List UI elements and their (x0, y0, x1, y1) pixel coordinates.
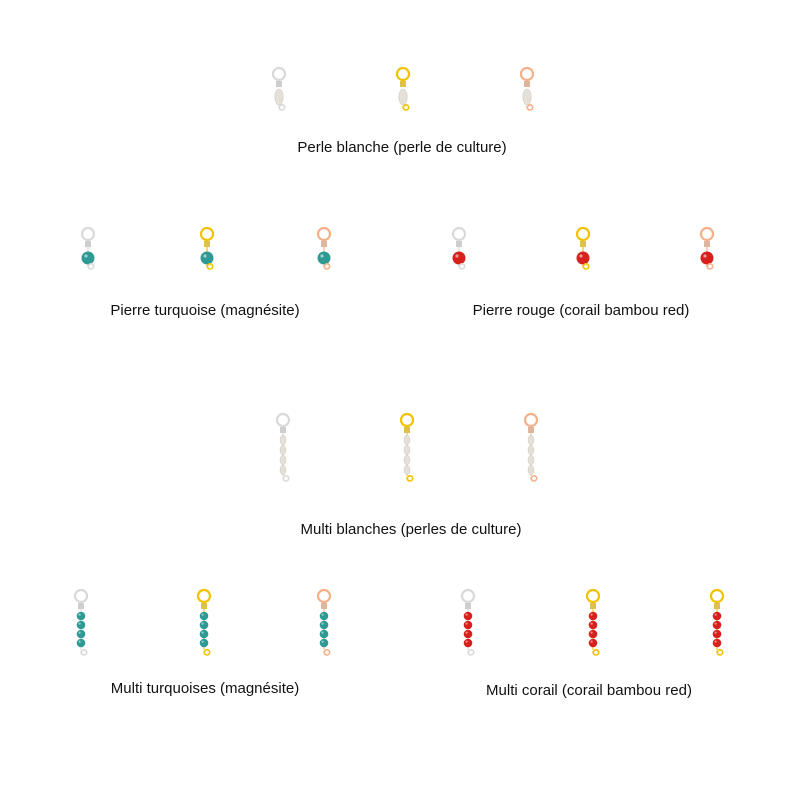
caption-perle-blanche: Perle blanche (perle de culture) (297, 139, 507, 156)
charm-turquoise-rose[interactable] (312, 226, 336, 282)
charm-turquoise-silver[interactable] (76, 226, 100, 282)
jump-ring-icon (397, 68, 409, 80)
pearl-icon (404, 445, 410, 455)
bead-icon (77, 612, 86, 621)
jump-ring-icon (525, 414, 537, 426)
charm-multi-coral-silver[interactable] (456, 588, 480, 664)
bead-icon (713, 621, 722, 630)
caption-multi-corail: Multi corail (corail bambou red) (486, 682, 692, 699)
bead-icon (77, 639, 86, 648)
bead-icon (320, 639, 329, 648)
bead-icon (82, 252, 95, 265)
charm-multi-pearl-rose[interactable] (519, 412, 543, 488)
jump-ring-icon (75, 590, 87, 602)
pearl-icon (280, 465, 286, 475)
caption-multi-blanches: Multi blanches (perles de culture) (300, 521, 522, 538)
jump-ring-icon (201, 228, 213, 240)
charm-multi-coral-gold-2[interactable] (705, 588, 729, 664)
pearl-icon (275, 89, 283, 105)
bead-icon (464, 639, 473, 648)
end-loop-icon (407, 476, 413, 481)
bead-icon (77, 621, 86, 630)
bead-icon (713, 612, 722, 621)
bead-icon (200, 612, 209, 621)
pearl-icon (280, 455, 286, 465)
bead-icon (464, 621, 473, 630)
jump-ring-icon (701, 228, 713, 240)
charm-red-silver[interactable] (447, 226, 471, 282)
bead-icon (713, 639, 722, 648)
end-loop-icon (324, 264, 330, 269)
bead-icon (577, 252, 590, 265)
end-loop-icon (324, 650, 330, 655)
end-loop-icon (81, 650, 87, 655)
jump-ring-icon (318, 590, 330, 602)
bead-icon (713, 630, 722, 639)
charm-multi-coral-gold[interactable] (581, 588, 605, 664)
jump-ring-icon (521, 68, 533, 80)
end-loop-icon (527, 105, 533, 110)
jump-ring-icon (711, 590, 723, 602)
caption-pierre-turquoise: Pierre turquoise (magnésite) (110, 302, 300, 319)
pearl-icon (523, 89, 531, 105)
jump-ring-icon (577, 228, 589, 240)
pearl-icon (404, 435, 410, 445)
bead-icon (589, 630, 598, 639)
bead-icon (320, 621, 329, 630)
jump-ring-icon (462, 590, 474, 602)
end-loop-icon (279, 105, 285, 110)
pearl-icon (399, 89, 407, 105)
bead-icon (320, 612, 329, 621)
charm-pearl-gold[interactable] (391, 66, 415, 122)
jump-ring-icon (198, 590, 210, 602)
pearl-icon (404, 455, 410, 465)
caption-multi-turquoises: Multi turquoises (magnésite) (110, 680, 300, 697)
jump-ring-icon (318, 228, 330, 240)
end-loop-icon (593, 650, 599, 655)
bead-icon (464, 612, 473, 621)
charm-multi-turquoise-gold[interactable] (192, 588, 216, 664)
end-loop-icon (531, 476, 537, 481)
bead-icon (200, 621, 209, 630)
bead-icon (200, 639, 209, 648)
charm-multi-turquoise-silver[interactable] (69, 588, 93, 664)
charm-multi-turquoise-rose[interactable] (312, 588, 336, 664)
jump-ring-icon (277, 414, 289, 426)
end-loop-icon (283, 476, 289, 481)
pearl-icon (528, 445, 534, 455)
end-loop-icon (403, 105, 409, 110)
end-loop-icon (583, 264, 589, 269)
charm-turquoise-gold[interactable] (195, 226, 219, 282)
jump-ring-icon (587, 590, 599, 602)
charm-pearl-silver[interactable] (267, 66, 291, 122)
charm-red-rose[interactable] (695, 226, 719, 282)
bead-icon (318, 252, 331, 265)
bead-icon (320, 630, 329, 639)
bead-icon (589, 612, 598, 621)
bead-icon (201, 252, 214, 265)
pearl-icon (280, 435, 286, 445)
bead-icon (77, 630, 86, 639)
jump-ring-icon (273, 68, 285, 80)
bead-icon (464, 630, 473, 639)
jump-ring-icon (401, 414, 413, 426)
charm-multi-pearl-gold[interactable] (395, 412, 419, 488)
bead-icon (200, 630, 209, 639)
pearl-icon (404, 465, 410, 475)
charm-pearl-rose[interactable] (515, 66, 539, 122)
end-loop-icon (204, 650, 210, 655)
pearl-icon (280, 445, 286, 455)
charm-red-gold[interactable] (571, 226, 595, 282)
end-loop-icon (459, 264, 465, 269)
bead-icon (701, 252, 714, 265)
pearl-icon (528, 435, 534, 445)
end-loop-icon (468, 650, 474, 655)
end-loop-icon (717, 650, 723, 655)
bead-icon (589, 639, 598, 648)
end-loop-icon (207, 264, 213, 269)
jump-ring-icon (453, 228, 465, 240)
end-loop-icon (707, 264, 713, 269)
caption-pierre-rouge: Pierre rouge (corail bambou red) (472, 302, 690, 319)
pearl-icon (528, 465, 534, 475)
pearl-icon (528, 455, 534, 465)
bead-icon (453, 252, 466, 265)
bead-icon (589, 621, 598, 630)
jump-ring-icon (82, 228, 94, 240)
charm-multi-pearl-silver[interactable] (271, 412, 295, 488)
end-loop-icon (88, 264, 94, 269)
